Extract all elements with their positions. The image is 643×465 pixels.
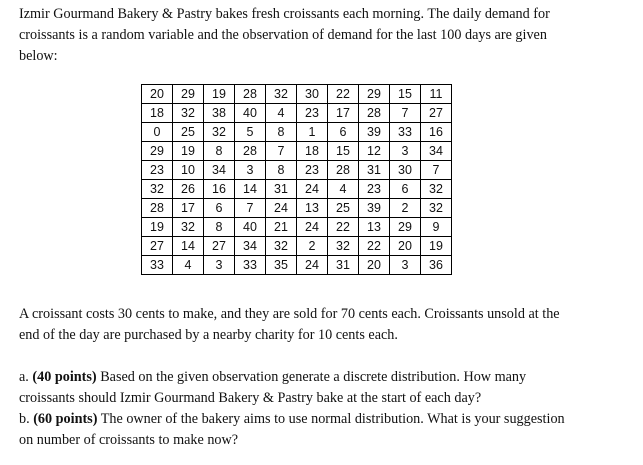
cost-line-1: A croissant costs 30 cents to make, and they are sold for 70 cents each. Croissants unsold at the <box>19 306 560 322</box>
table-cell: 19 <box>204 85 235 104</box>
table-cell: 29 <box>390 218 421 237</box>
table-row <box>142 123 452 142</box>
table-cell: 23 <box>142 161 173 180</box>
table-cell: 27 <box>142 237 173 256</box>
table-cell: 21 <box>266 218 297 237</box>
table-cell: 2 <box>297 237 328 256</box>
table-cell: 32 <box>328 237 359 256</box>
table-cell: 32 <box>173 104 204 123</box>
table-cell: 6 <box>204 199 235 218</box>
table-cell: 14 <box>173 237 204 256</box>
table-cell: 30 <box>390 161 421 180</box>
table-row <box>142 218 452 237</box>
question-a-line-2: croissants should Izmir Gourmand Bakery & Pastry bake at the start of each day? <box>19 390 482 406</box>
table-cell: 32 <box>173 218 204 237</box>
demand-table-container <box>141 84 452 275</box>
demand-table <box>141 84 452 275</box>
table-cell: 27 <box>421 104 452 123</box>
table-cell: 13 <box>297 199 328 218</box>
table-cell: 35 <box>266 256 297 275</box>
table-cell: 22 <box>328 218 359 237</box>
table-cell: 29 <box>173 85 204 104</box>
table-cell: 24 <box>297 218 328 237</box>
table-cell: 4 <box>328 180 359 199</box>
table-cell: 32 <box>204 123 235 142</box>
table-cell: 39 <box>359 199 390 218</box>
table-cell: 28 <box>235 142 266 161</box>
table-cell: 12 <box>359 142 390 161</box>
table-row <box>142 199 452 218</box>
question-a-points: (40 points) <box>32 369 97 385</box>
table-cell: 32 <box>142 180 173 199</box>
table-cell: 39 <box>359 123 390 142</box>
question-b-text: The owner of the bakery aims to use normal distribution. What is your suggestion <box>97 411 565 427</box>
table-cell: 34 <box>204 161 235 180</box>
table-cell: 38 <box>204 104 235 123</box>
table-cell: 20 <box>142 85 173 104</box>
question-b-label: b. <box>19 411 34 427</box>
table-cell: 20 <box>390 237 421 256</box>
table-cell: 34 <box>235 237 266 256</box>
intro-line-2: croissants is a random variable and the observation of demand for the last 100 days are given <box>19 27 547 43</box>
table-cell: 25 <box>173 123 204 142</box>
table-cell: 8 <box>204 218 235 237</box>
table-cell: 33 <box>142 256 173 275</box>
table-cell: 28 <box>142 199 173 218</box>
table-cell: 28 <box>235 85 266 104</box>
question-b-line-2: on number of croissants to make now? <box>19 432 239 448</box>
table-cell: 29 <box>142 142 173 161</box>
table-cell: 15 <box>328 142 359 161</box>
table-cell: 33 <box>235 256 266 275</box>
table-cell: 7 <box>266 142 297 161</box>
table-cell: 2 <box>390 199 421 218</box>
table-cell: 40 <box>235 104 266 123</box>
intro-line-3: below: <box>19 48 58 64</box>
table-cell: 31 <box>359 161 390 180</box>
table-cell: 6 <box>328 123 359 142</box>
table-cell: 8 <box>266 123 297 142</box>
table-cell: 40 <box>235 218 266 237</box>
table-cell: 24 <box>297 180 328 199</box>
table-cell: 10 <box>173 161 204 180</box>
table-cell: 36 <box>421 256 452 275</box>
question-b-points: (60 points) <box>33 411 98 427</box>
table-cell: 30 <box>297 85 328 104</box>
table-cell: 3 <box>390 142 421 161</box>
table-cell: 26 <box>173 180 204 199</box>
table-cell: 3 <box>235 161 266 180</box>
table-cell: 0 <box>142 123 173 142</box>
table-row <box>142 104 452 123</box>
table-cell: 23 <box>297 104 328 123</box>
table-cell: 31 <box>328 256 359 275</box>
table-cell: 23 <box>297 161 328 180</box>
table-cell: 3 <box>390 256 421 275</box>
cost-paragraph <box>19 304 625 346</box>
table-cell: 17 <box>328 104 359 123</box>
intro-paragraph <box>19 4 625 67</box>
table-cell: 17 <box>173 199 204 218</box>
table-row <box>142 256 452 275</box>
intro-line-1: Izmir Gourmand Bakery & Pastry bakes fresh croissants each morning. The daily demand for <box>19 6 550 22</box>
table-cell: 28 <box>328 161 359 180</box>
question-a-label: a. <box>19 369 33 385</box>
table-cell: 6 <box>390 180 421 199</box>
table-cell: 1 <box>297 123 328 142</box>
table-cell: 22 <box>359 237 390 256</box>
table-cell: 24 <box>297 256 328 275</box>
table-cell: 15 <box>390 85 421 104</box>
table-cell: 32 <box>266 85 297 104</box>
table-cell: 34 <box>421 142 452 161</box>
table-cell: 22 <box>328 85 359 104</box>
table-row <box>142 142 452 161</box>
table-cell: 31 <box>266 180 297 199</box>
table-cell: 19 <box>173 142 204 161</box>
table-cell: 33 <box>390 123 421 142</box>
table-cell: 28 <box>359 104 390 123</box>
table-cell: 32 <box>421 180 452 199</box>
questions <box>19 367 625 451</box>
table-cell: 11 <box>421 85 452 104</box>
table-cell: 16 <box>204 180 235 199</box>
table-cell: 8 <box>204 142 235 161</box>
table-cell: 13 <box>359 218 390 237</box>
table-cell: 7 <box>421 161 452 180</box>
table-cell: 9 <box>421 218 452 237</box>
table-row <box>142 161 452 180</box>
table-cell: 5 <box>235 123 266 142</box>
question-a-text: Based on the given observation generate a discrete distribution. How many <box>96 369 527 385</box>
table-row <box>142 85 452 104</box>
table-cell: 18 <box>297 142 328 161</box>
table-row <box>142 180 452 199</box>
question-b-line-1 <box>19 409 625 430</box>
table-cell: 27 <box>204 237 235 256</box>
table-cell: 32 <box>421 199 452 218</box>
table-cell: 3 <box>204 256 235 275</box>
table-cell: 29 <box>359 85 390 104</box>
table-cell: 24 <box>266 199 297 218</box>
table-cell: 20 <box>359 256 390 275</box>
table-cell: 4 <box>266 104 297 123</box>
table-cell: 7 <box>390 104 421 123</box>
table-cell: 23 <box>359 180 390 199</box>
table-cell: 25 <box>328 199 359 218</box>
table-cell: 14 <box>235 180 266 199</box>
table-row <box>142 237 452 256</box>
table-cell: 32 <box>266 237 297 256</box>
cost-line-2: end of the day are purchased by a nearby charity for 10 cents each. <box>19 327 398 343</box>
table-cell: 19 <box>421 237 452 256</box>
table-cell: 4 <box>173 256 204 275</box>
table-cell: 8 <box>266 161 297 180</box>
question-a-line-1 <box>19 367 625 388</box>
table-cell: 18 <box>142 104 173 123</box>
table-cell: 16 <box>421 123 452 142</box>
table-cell: 7 <box>235 199 266 218</box>
table-cell: 19 <box>142 218 173 237</box>
